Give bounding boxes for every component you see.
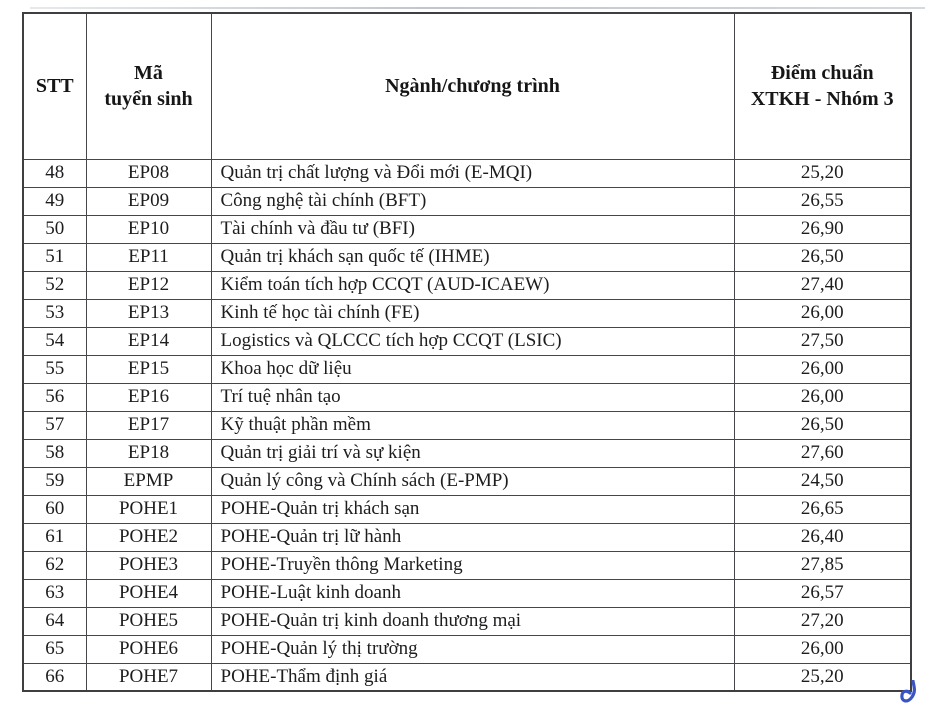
table-row <box>23 439 911 467</box>
cell-nganh: Logistics và QLCCC tích hợp CCQT (LSIC) <box>211 327 734 355</box>
cell-diem: 26,00 <box>734 635 911 663</box>
cell-stt: 55 <box>23 355 86 383</box>
cell-ma: EP14 <box>86 327 211 355</box>
cell-diem: 26,65 <box>734 495 911 523</box>
cell-ma: EP17 <box>86 411 211 439</box>
cell-diem: 26,50 <box>734 411 911 439</box>
cell-stt: 61 <box>23 523 86 551</box>
cell-nganh: Trí tuệ nhân tạo <box>211 383 734 411</box>
cell-ma: POHE7 <box>86 663 211 691</box>
table-row <box>23 215 911 243</box>
cell-ma: EP18 <box>86 439 211 467</box>
header-cell-ma: Mã tuyển sinh <box>86 13 211 159</box>
table-row <box>23 663 911 691</box>
cell-stt: 56 <box>23 383 86 411</box>
cell-nganh: Quản trị giải trí và sự kiện <box>211 439 734 467</box>
cell-nganh: Kinh tế học tài chính (FE) <box>211 299 734 327</box>
cell-stt: 52 <box>23 271 86 299</box>
table-row <box>23 299 911 327</box>
cell-stt: 54 <box>23 327 86 355</box>
table-row <box>23 159 911 187</box>
cell-stt: 63 <box>23 579 86 607</box>
cell-diem: 25,20 <box>734 663 911 691</box>
cell-stt: 58 <box>23 439 86 467</box>
cell-diem: 27,85 <box>734 551 911 579</box>
cell-diem: 26,00 <box>734 355 911 383</box>
table-row <box>23 243 911 271</box>
table-row <box>23 495 911 523</box>
cell-nganh: Công nghệ tài chính (BFT) <box>211 187 734 215</box>
cell-diem: 25,20 <box>734 159 911 187</box>
cell-ma: EP13 <box>86 299 211 327</box>
cell-diem: 26,50 <box>734 243 911 271</box>
table-row <box>23 467 911 495</box>
cell-nganh: POHE-Thẩm định giá <box>211 663 734 691</box>
table-body <box>23 159 911 691</box>
cell-stt: 60 <box>23 495 86 523</box>
table-row <box>23 523 911 551</box>
table-header <box>23 13 911 159</box>
cell-ma: EPMP <box>86 467 211 495</box>
cell-ma: POHE5 <box>86 607 211 635</box>
cell-ma: EP11 <box>86 243 211 271</box>
cell-ma: POHE1 <box>86 495 211 523</box>
cell-ma: EP16 <box>86 383 211 411</box>
header-cell-diem: Điểm chuẩn XTKH - Nhóm 3 <box>734 13 911 159</box>
table-row <box>23 271 911 299</box>
cell-ma: EP12 <box>86 271 211 299</box>
cell-stt: 51 <box>23 243 86 271</box>
cell-ma: POHE3 <box>86 551 211 579</box>
table-row <box>23 411 911 439</box>
cell-diem: 26,57 <box>734 579 911 607</box>
cell-stt: 62 <box>23 551 86 579</box>
cell-nganh: POHE-Quản trị lữ hành <box>211 523 734 551</box>
cell-diem: 24,50 <box>734 467 911 495</box>
cell-nganh: POHE-Quản trị khách sạn <box>211 495 734 523</box>
scan-artifact-line <box>30 7 925 9</box>
table-row <box>23 579 911 607</box>
cell-ma: EP10 <box>86 215 211 243</box>
cell-stt: 49 <box>23 187 86 215</box>
cell-ma: EP15 <box>86 355 211 383</box>
cell-stt: 66 <box>23 663 86 691</box>
cell-diem: 26,90 <box>734 215 911 243</box>
cell-diem: 26,40 <box>734 523 911 551</box>
cell-nganh: Quản trị chất lượng và Đổi mới (E-MQI) <box>211 159 734 187</box>
table-row <box>23 383 911 411</box>
table-row <box>23 607 911 635</box>
header-row <box>23 13 911 159</box>
cell-nganh: Tài chính và đầu tư (BFI) <box>211 215 734 243</box>
cell-ma: EP08 <box>86 159 211 187</box>
cell-stt: 50 <box>23 215 86 243</box>
cell-ma: POHE4 <box>86 579 211 607</box>
cell-stt: 57 <box>23 411 86 439</box>
cell-nganh: POHE-Quản lý thị trường <box>211 635 734 663</box>
cell-nganh: Quản trị khách sạn quốc tế (IHME) <box>211 243 734 271</box>
header-cell-stt: STT <box>23 13 86 159</box>
cell-nganh: POHE-Luật kinh doanh <box>211 579 734 607</box>
table-row <box>23 187 911 215</box>
cell-nganh: Khoa học dữ liệu <box>211 355 734 383</box>
cell-ma: EP09 <box>86 187 211 215</box>
cell-stt: 64 <box>23 607 86 635</box>
cell-diem: 26,55 <box>734 187 911 215</box>
table-row <box>23 355 911 383</box>
cell-diem: 27,50 <box>734 327 911 355</box>
header-cell-nganh: Ngành/chương trình <box>211 13 734 159</box>
cell-nganh: POHE-Quản trị kinh doanh thương mại <box>211 607 734 635</box>
cell-diem: 26,00 <box>734 299 911 327</box>
cell-diem: 26,00 <box>734 383 911 411</box>
cell-diem: 27,20 <box>734 607 911 635</box>
cell-stt: 48 <box>23 159 86 187</box>
cell-stt: 53 <box>23 299 86 327</box>
cell-nganh: Kiểm toán tích hợp CCQT (AUD-ICAEW) <box>211 271 734 299</box>
table-row <box>23 327 911 355</box>
cell-nganh: Kỹ thuật phần mềm <box>211 411 734 439</box>
cell-ma: POHE2 <box>86 523 211 551</box>
admission-score-table <box>22 12 912 692</box>
cell-nganh: POHE-Truyền thông Marketing <box>211 551 734 579</box>
cell-diem: 27,40 <box>734 271 911 299</box>
table-row <box>23 551 911 579</box>
cell-stt: 59 <box>23 467 86 495</box>
cell-diem: 27,60 <box>734 439 911 467</box>
cell-stt: 65 <box>23 635 86 663</box>
cell-ma: POHE6 <box>86 635 211 663</box>
table-row <box>23 635 911 663</box>
cell-nganh: Quản lý công và Chính sách (E-PMP) <box>211 467 734 495</box>
